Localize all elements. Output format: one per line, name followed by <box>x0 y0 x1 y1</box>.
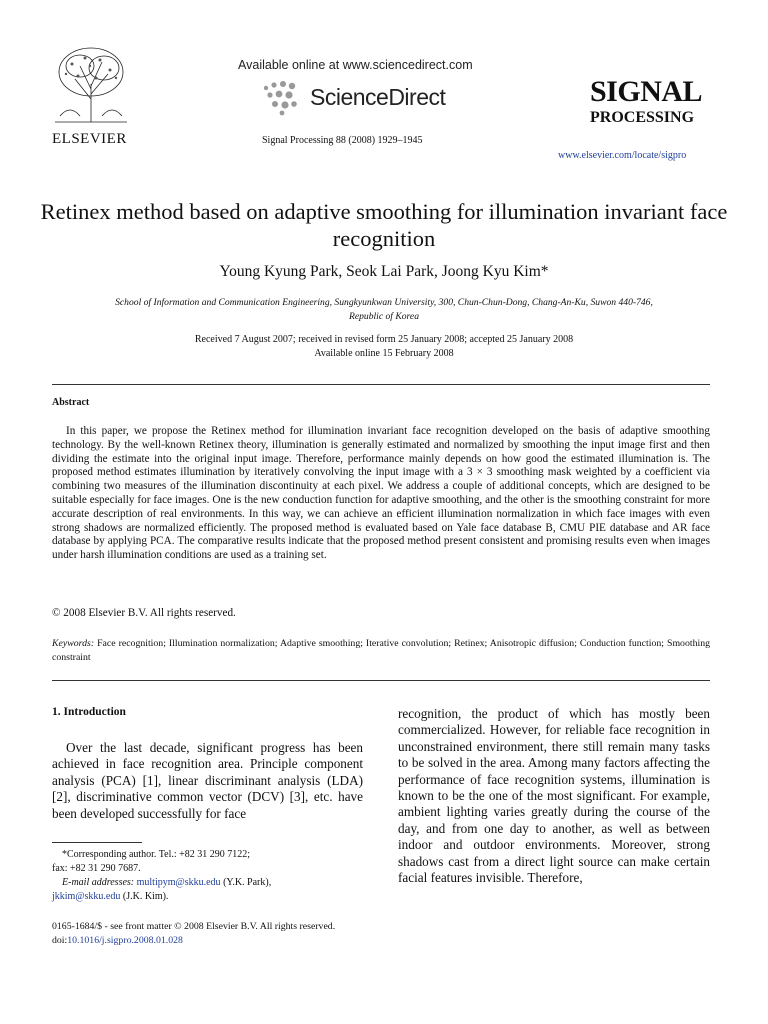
intro-right-column: recognition, the product of which has mostly been commercialized. However, for reliable face recognition in unconstrained environment, there still remain many tasks to be solved in the area. Among many factors affecting the performance of face recognition systems, illumination is known to be the one of the most significant. For example, ambient lighting varies greatly during the course of the day, and from one day to another, as well as between indoor and outdoor environments. Moreover, strong shadows cast from a direct light source can make certain facial features invisible. Therefore, <box>398 706 710 886</box>
divider-bottom <box>52 680 710 681</box>
email-link-kim[interactable]: jkkim@skku.edu <box>52 891 121 902</box>
email-label: E-mail addresses: <box>62 877 135 888</box>
paper-authors: Young Kyung Park, Seok Lai Park, Joong Kyu Kim* <box>219 263 549 280</box>
email-owner-park: (Y.K. Park), <box>223 877 272 888</box>
section-heading-introduction: 1. Introduction <box>52 706 126 718</box>
journal-title: SIGNAL <box>590 75 703 108</box>
footer <box>52 920 335 948</box>
fax-number: fax: +82 31 290 7687. <box>52 863 141 874</box>
available-date: Available online 15 February 2008 <box>314 348 454 359</box>
email-owner-kim: (J.K. Kim). <box>122 891 169 902</box>
email-line <box>52 876 372 890</box>
corresponding-author: *Corresponding author. Tel.: +82 31 290 7122; <box>62 849 251 860</box>
elsevier-publisher-name: ELSEVIER <box>52 131 127 147</box>
paper-title: Retinex method based on adaptive smoothing for illumination invariant face recognition <box>40 199 728 251</box>
sciencedirect-brand: ScienceDirect <box>310 84 446 110</box>
keywords-label: Keywords: <box>52 638 95 649</box>
keywords-text: Face recognition; Illumination normalization; Adaptive smoothing; Iterative convolution; Retinex; Anisotropic diffusion; Conduction function; Smoothing constraint <box>52 638 710 663</box>
footnote <box>52 848 372 904</box>
available-online-text: Available online at www.sciencedirect.com <box>238 58 473 72</box>
abstract-heading: Abstract <box>52 397 90 408</box>
journal-reference: Signal Processing 88 (2008) 1929–1945 <box>262 135 423 146</box>
received-dates: Received 7 August 2007; received in revised form 25 January 2008; accepted 25 January 2008 <box>194 334 574 345</box>
publication-dates <box>40 333 728 361</box>
journal-subtitle: PROCESSING <box>590 109 695 126</box>
abstract-text: In this paper, we propose the Retinex method for illumination invariant face recognition developed on the basis of adaptive smoothing technology. By the well-known Retinex theory, illumination is generally estimated and normalized by smoothing the input image first and then dividing the estimate into the original input image. Therefore, performance mainly depends on how good the estimated illumination is. The proposed method estimates illumination by iteratively convolving the input image with a 3 × 3 smoothing mask weighted by a coefficient via combining two measures of the illumination discontinuity at each pixel. We address a couple of additional concepts, which are designed to be suitable especially for face images. One is the new conduction function for adaptive smoothing, and the other is the smoothing constraint for more accurate description of real environments. In this way, we can achieve an efficient illumination normalization in which face images with even strong shadows are normalized efficiently. The proposed method is evaluated based on Yale face database B, CMU PIE database and AR face database by applying PCA. The comparative results indicate that the proposed method present consistent and promising results even when images under harsh illumination conditions are used as a training set. <box>52 425 710 562</box>
doi-link[interactable]: 10.1016/j.sigpro.2008.01.028 <box>67 935 183 946</box>
author-affiliation: School of Information and Communication Engineering, Sungkyunkwan University, 300, Chun-Chun-Dong, Chang-An-Ku, Suwon 440-746, Republic of Korea <box>115 297 653 322</box>
journal-url-link[interactable]: www.elsevier.com/locate/sigpro <box>558 150 687 161</box>
issn-line: 0165-1684/$ - see front matter © 2008 Elsevier B.V. All rights reserved. <box>52 921 336 932</box>
doi-label: doi: <box>52 935 68 946</box>
abstract-copyright: © 2008 Elsevier B.V. All rights reserved. <box>52 607 236 619</box>
intro-left-column: Over the last decade, significant progress has been achieved in face recognition area. Principle component analysis (PCA) [1], linear discriminant analysis (LDA) [2], discriminative common vector (DCV) [3], etc. have been developed successfully for face <box>52 740 363 821</box>
footnote-divider <box>52 842 142 843</box>
elsevier-tree-logo-icon <box>50 44 132 124</box>
email-line-2 <box>52 890 372 904</box>
email-link-park[interactable]: multipym@skku.edu <box>136 877 221 888</box>
keywords <box>52 637 710 665</box>
divider-top <box>52 384 710 385</box>
doi-line <box>52 934 335 948</box>
